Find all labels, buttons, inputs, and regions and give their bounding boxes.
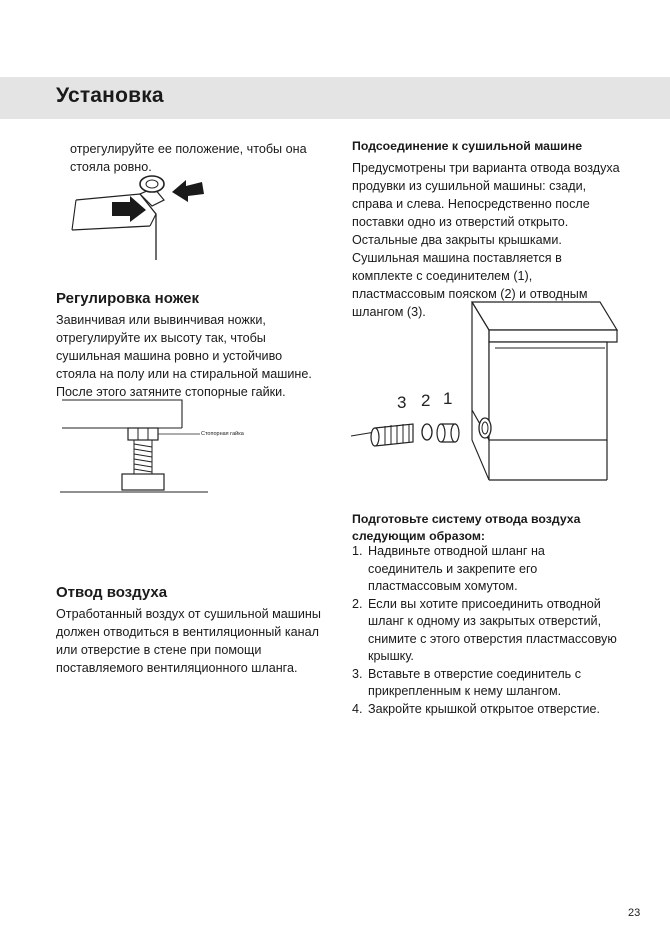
step-number: 3. [352,666,363,681]
step-item [352,666,622,701]
step-item [352,596,622,666]
prepare-steps [352,543,622,718]
step-item [352,701,622,719]
leveling-figure [68,172,218,262]
step-number: 1. [352,544,363,558]
connector-label: 1 [443,389,453,408]
connect-heading: Подсоединение к сушильной машине [352,139,583,153]
step-text: Закройте крышкой открытое отверстие. [368,701,601,716]
lock-nut-label: Стопорная гайка [201,431,244,437]
air-heading: Отвод воздуха [56,584,168,601]
step-text: Если вы хотите присоединить отводной шланг к одному из закрытых отверстий, снимите с этого отверстия пластмассовую крышку. [368,596,617,663]
step-text: Надвиньте отводной шланг на соединитель и закрепите его пластмассовым хомутом. [368,544,545,593]
step-number: 4. [352,701,363,716]
page-number: 23 [628,907,641,919]
hose-label: 3 [397,393,407,412]
foot-figure [60,400,240,496]
step-text: Вставьте в отверстие соединитель с прикрепленным к нему шлангом. [368,666,582,698]
air-text: Отработанный воздух от сушильной машины должен отводиться в вентиляционный канал или отверстие в стене при помощи поставляемого вентиляционного шланга. [56,607,321,675]
step-number: 2. [352,596,363,611]
step-item [352,543,622,596]
connect-text: Предусмотрены три варианта отвода воздуха продувки из сушильной машины: сзади, справа и слева. Непосредственно после поставки одно из отверстий открыто. Остальные два закрыты крышками. Сушильная машина поставляется в комплекте с соединителем (1), пластмассовым пояском (2) и отводным шлангом (3). [352,161,620,319]
intro-text: отрегулируйте ее положение, чтобы она стояла ровно. [70,142,307,174]
dryer-figure [345,290,620,490]
page-title: Установка [56,84,164,107]
feet-heading: Регулировка ножек [56,290,199,307]
prepare-heading: Подготовьте систему отвода воздуха следующим образом: [352,512,581,543]
feet-text: Завинчивая или вывинчивая ножки, отрегулируйте их высоту так, чтобы сушильная машина ровно и устойчиво стояла на полу или на стиральной машине. После этого затяните стопорные гайки. [56,313,312,399]
band-label: 2 [421,391,431,410]
